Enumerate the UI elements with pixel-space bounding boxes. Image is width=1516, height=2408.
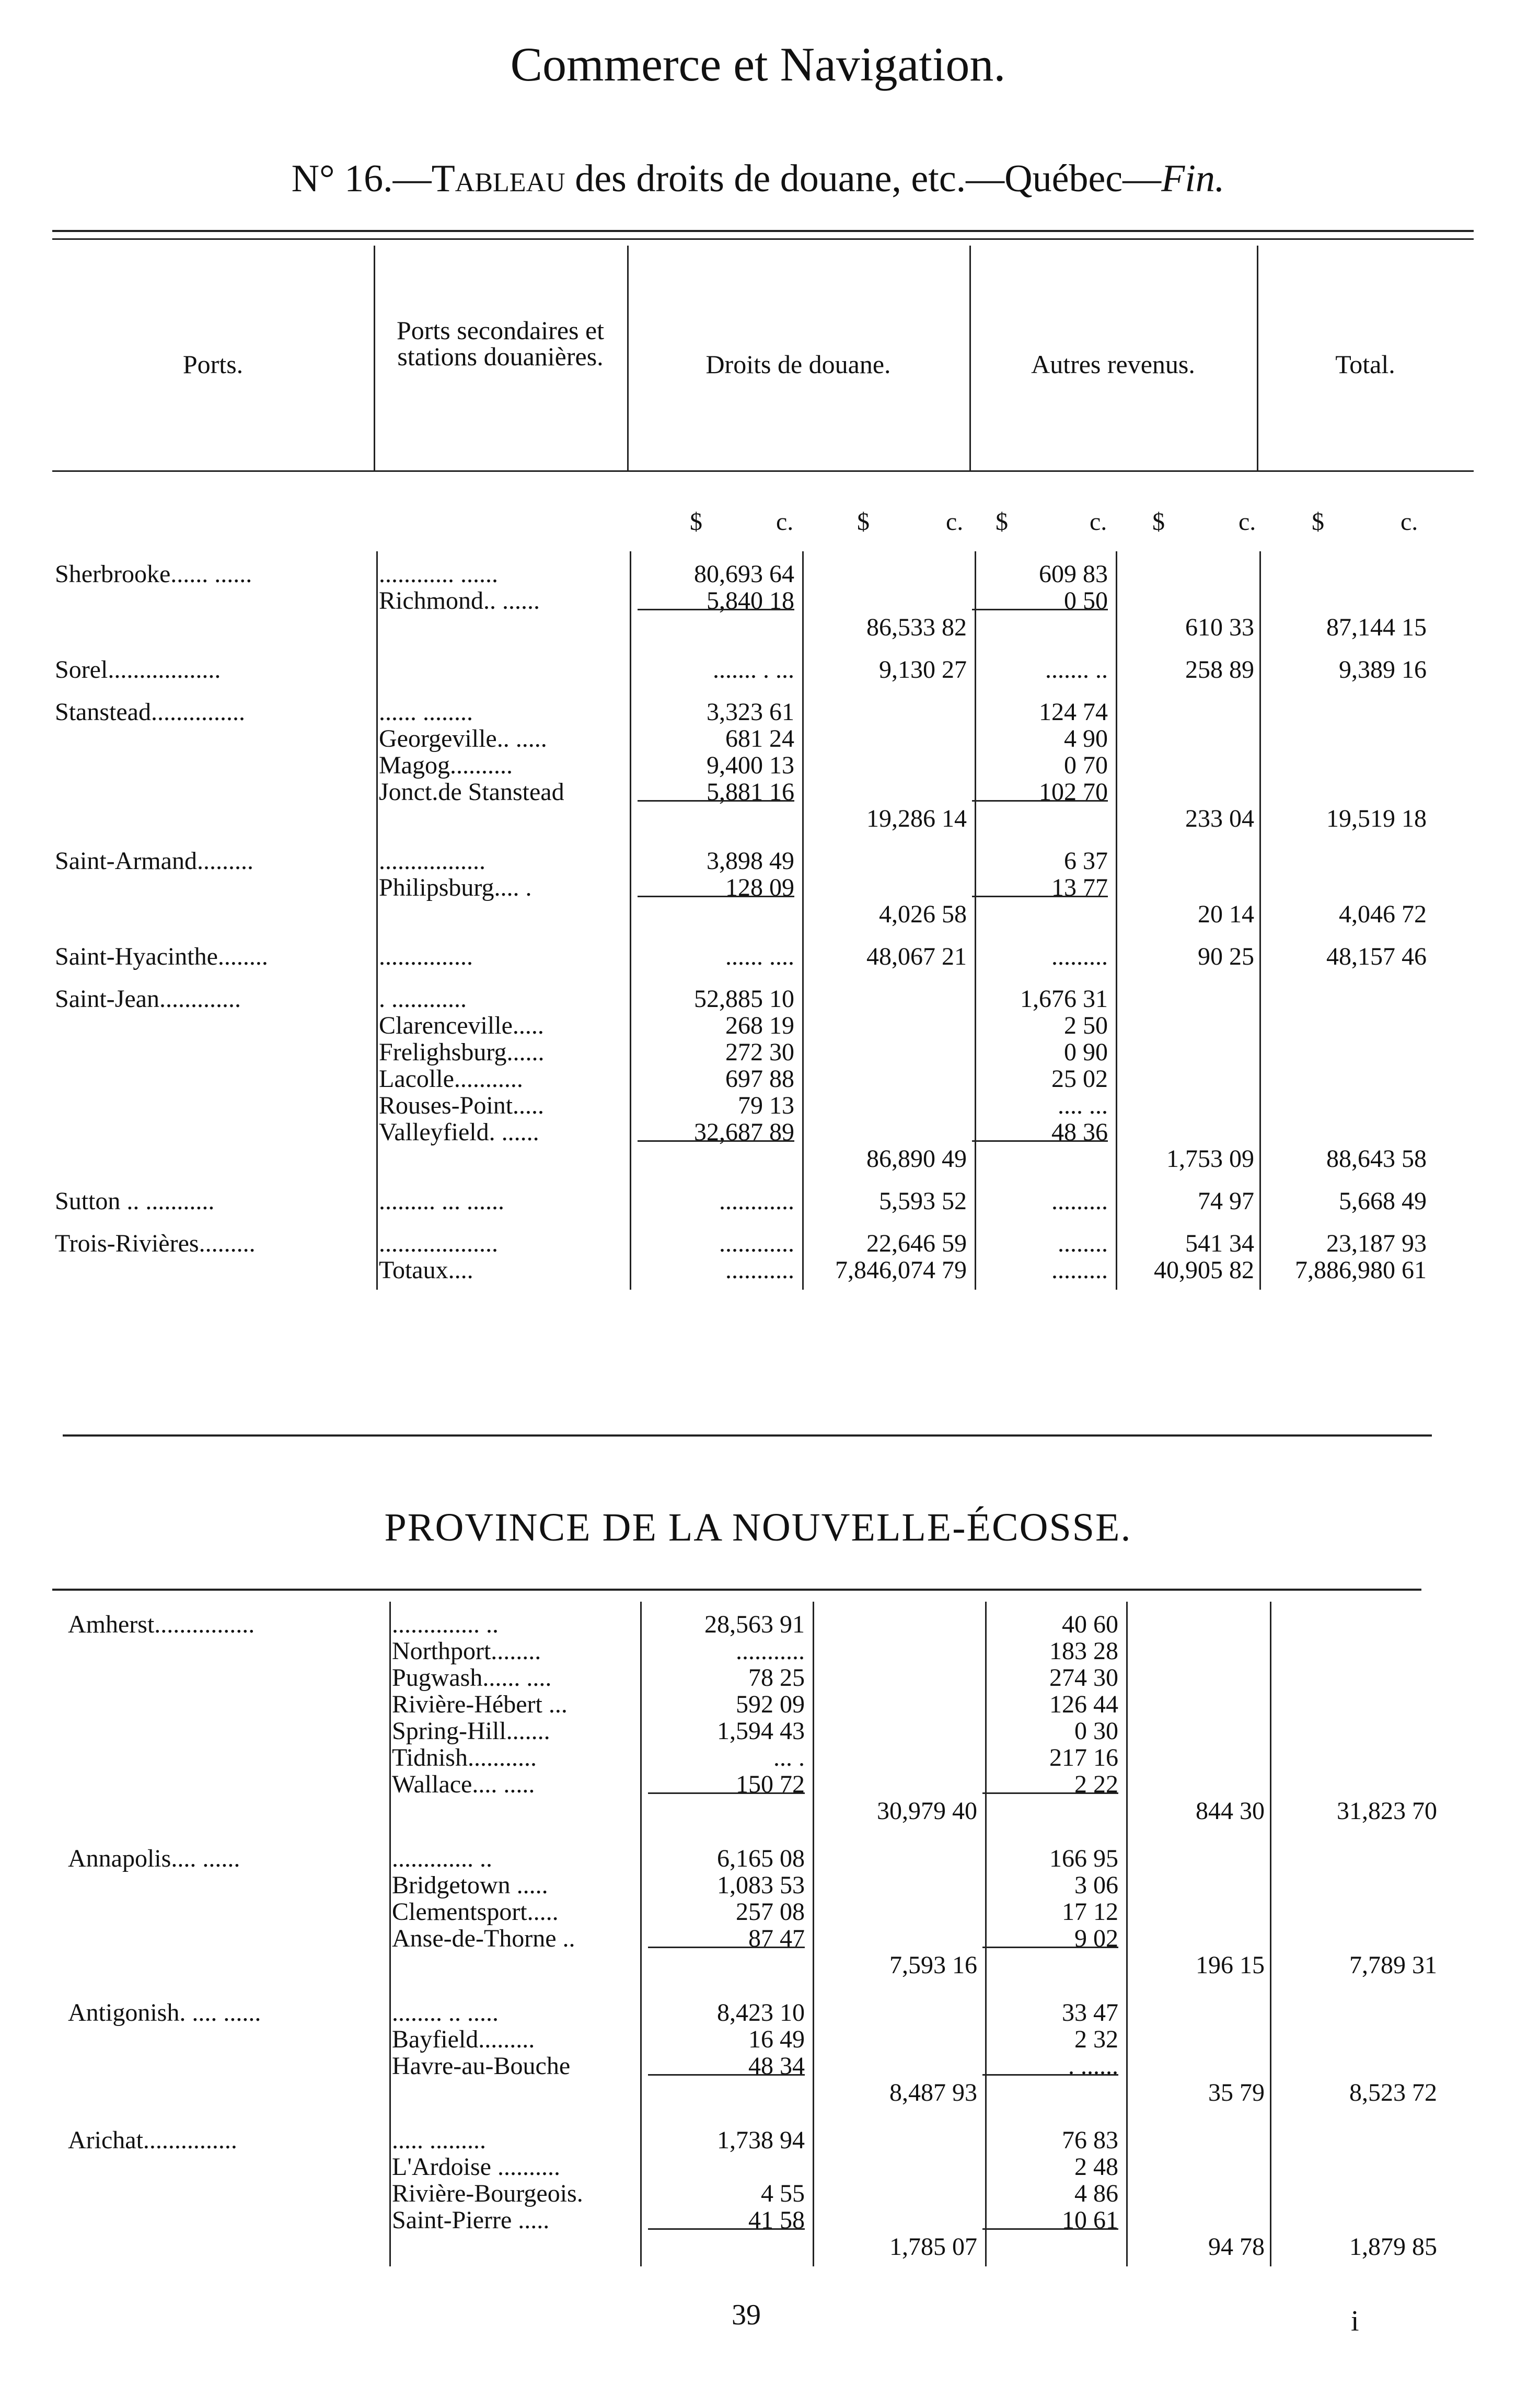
secondary-station: ................... [379, 1230, 498, 1257]
cents-label: c. [1090, 508, 1107, 536]
droits-partial: 9,400 13 [707, 751, 794, 779]
secondary-station: Bridgetown ..... [392, 1871, 548, 1899]
droits-partial: 1,594 43 [717, 1717, 805, 1745]
secondary-station: Philipsburg.... . [379, 874, 532, 901]
col-head-droits: Droits de douane. [705, 350, 891, 379]
droits-subtotal: 86,533 82 [866, 613, 967, 641]
droits-subtotal: 4,026 58 [879, 900, 967, 928]
secondary-station: Rivière-Hébert ... [392, 1691, 568, 1718]
droits-partial: 3,898 49 [707, 847, 794, 875]
droits-partial: ........... [736, 1637, 805, 1665]
droits-partial: 257 08 [736, 1898, 805, 1926]
droits-partial: ........... [725, 1256, 794, 1284]
secondary-station: Rivière-Bourgeois. [392, 2180, 583, 2207]
droits-partial: 28,563 91 [704, 1611, 805, 1638]
total-value: 48,157 46 [1326, 943, 1427, 970]
top-rule [52, 230, 1474, 232]
subtitle-italic: Fin. [1161, 157, 1225, 200]
dollar-sign: $ [1152, 508, 1165, 536]
droits-partial: 1,083 53 [717, 1871, 805, 1899]
total-value: 7,886,980 61 [1295, 1256, 1427, 1284]
page-number: 39 [732, 2299, 761, 2331]
subtitle-smallcaps: Tableau [431, 157, 565, 200]
secondary-station: ............. .. [392, 1845, 492, 1872]
subtotal-rule [982, 2228, 1118, 2230]
total-value: 19,519 18 [1326, 805, 1427, 832]
subtotal-rule [638, 800, 794, 802]
droits-partial: 592 09 [736, 1691, 805, 1718]
droits-partial: 5,840 18 [707, 587, 794, 615]
autres-subtotal: 20 14 [1198, 900, 1254, 928]
secondary-station: ...... ........ [379, 698, 473, 726]
droits-partial: 272 30 [725, 1038, 794, 1066]
port-name: Stanstead............... [55, 698, 245, 726]
column-divider [630, 551, 631, 1290]
autres-partial: 48 36 [1051, 1118, 1108, 1146]
autres-partial: ......... [1051, 943, 1108, 970]
column-divider [985, 1602, 987, 2266]
cents-label: c. [946, 508, 964, 536]
autres-partial: .... ... [1058, 1092, 1108, 1119]
port-name: Saint-Jean............. [55, 985, 241, 1013]
subtitle-prefix: N° 16.— [291, 157, 432, 200]
droits-partial: 87 47 [748, 1925, 805, 1952]
total-value: 8,523 72 [1349, 2079, 1437, 2106]
droits-partial: 16 49 [748, 2025, 805, 2053]
port-name: Saint-Armand......... [55, 847, 253, 875]
droits-partial: 79 13 [738, 1092, 794, 1119]
autres-partial: 183 28 [1049, 1637, 1118, 1665]
droits-partial: 78 25 [748, 1664, 805, 1692]
port-name: Amherst................ [68, 1611, 255, 1638]
autres-partial: ......... [1051, 1187, 1108, 1215]
secondary-station: ..... ......... [392, 2126, 486, 2154]
droits-subtotal: 86,890 49 [866, 1145, 967, 1173]
autres-subtotal: 94 78 [1208, 2233, 1265, 2261]
autres-partial: ....... .. [1045, 656, 1108, 684]
secondary-station: Jonct.de Stanstead [379, 778, 564, 806]
droits-subtotal: 7,593 16 [889, 1951, 977, 1979]
subtotal-rule [972, 896, 1108, 897]
secondary-station: . ............ [379, 985, 467, 1013]
dollar-sign: $ [1312, 508, 1324, 536]
droits-partial: 150 72 [736, 1770, 805, 1798]
cents-label: c. [776, 508, 794, 536]
secondary-station: ........ .. ..... [392, 1999, 499, 2027]
autres-partial: 0 30 [1074, 1717, 1118, 1745]
subtotal-rule [648, 2228, 805, 2230]
column-divider [1259, 551, 1261, 1290]
subtotal-rule [972, 609, 1108, 610]
subtitle-mid: des droits de douane, etc.—Québec— [565, 157, 1162, 200]
droits-subtotal: 1,785 07 [889, 2233, 977, 2261]
secondary-station: Frelighsburg...... [379, 1038, 545, 1066]
total-value: 5,668 49 [1339, 1187, 1427, 1215]
secondary-station: Spring-Hill....... [392, 1717, 550, 1745]
subtotal-rule [972, 1140, 1108, 1142]
droits-partial: 681 24 [725, 725, 794, 752]
secondary-station: ................. [379, 847, 485, 875]
subtotal-rule [648, 1947, 805, 1948]
autres-partial: 166 95 [1049, 1845, 1118, 1872]
port-name: Trois-Rivières......... [55, 1230, 256, 1257]
droits-subtotal: 22,646 59 [866, 1230, 967, 1257]
autres-partial: 6 37 [1064, 847, 1108, 875]
droits-partial: 52,885 10 [694, 985, 794, 1013]
secondary-station: Clementsport..... [392, 1898, 559, 1926]
port-name: Annapolis.... ...... [68, 1845, 240, 1872]
autres-partial: 0 50 [1064, 587, 1108, 615]
col-head-secondaires: Ports secondaires et stations douanières. [396, 316, 605, 371]
droits-subtotal: 30,979 40 [877, 1797, 977, 1825]
subtotal-rule [638, 896, 794, 897]
total-value: 7,789 31 [1349, 1951, 1437, 1979]
droits-partial: 41 58 [748, 2206, 805, 2234]
quebec-bottom-rule [63, 1434, 1432, 1437]
secondary-station: Clarenceville..... [379, 1012, 544, 1039]
total-value: 87,144 15 [1326, 613, 1427, 641]
autres-partial: ........ [1058, 1230, 1108, 1257]
autres-partial: 2 50 [1064, 1012, 1108, 1039]
autres-partial: . ...... [1068, 2052, 1118, 2080]
autres-partial: 0 70 [1064, 751, 1108, 779]
column-divider [376, 551, 378, 1290]
autres-partial: 25 02 [1051, 1065, 1108, 1093]
droits-partial: 697 88 [725, 1065, 794, 1093]
dollar-sign: $ [996, 508, 1008, 536]
secondary-station: Northport........ [392, 1637, 541, 1665]
subtotal-rule [648, 1792, 805, 1794]
autres-subtotal: 233 04 [1185, 805, 1254, 832]
subtotal-rule [972, 800, 1108, 802]
secondary-station: Lacolle........... [379, 1065, 523, 1093]
droits-partial: 128 09 [725, 874, 794, 901]
droits-partial: 5,881 16 [707, 778, 794, 806]
secondary-station: Rouses-Point..... [379, 1092, 545, 1119]
column-divider [802, 551, 804, 1290]
subtotal-rule [638, 1140, 794, 1142]
secondary-station: Anse-de-Thorne .. [392, 1925, 575, 1952]
autres-partial: 33 47 [1062, 1999, 1118, 2027]
secondary-station: Valleyfield. ...... [379, 1118, 539, 1146]
top-rule-2 [52, 238, 1474, 240]
secondary-station: Magog.......... [379, 751, 513, 779]
total-value: 4,046 72 [1339, 900, 1427, 928]
autres-subtotal: 40,905 82 [1154, 1256, 1254, 1284]
autres-subtotal: 74 97 [1198, 1187, 1254, 1215]
secondary-station: Saint-Pierre ..... [392, 2206, 550, 2234]
port-name: Saint-Hyacinthe........ [55, 943, 268, 970]
autres-subtotal: 1,753 09 [1166, 1145, 1254, 1173]
autres-partial: 2 48 [1074, 2153, 1118, 2181]
footer-mark: i [1351, 2305, 1359, 2337]
col-head-total: Total. [1335, 350, 1395, 379]
port-name: Antigonish. .... ...... [68, 1999, 261, 2027]
autres-partial: 2 22 [1074, 1770, 1118, 1798]
droits-subtotal: 7,846,074 79 [835, 1256, 967, 1284]
total-value: 31,823 70 [1337, 1797, 1437, 1825]
droits-subtotal: 19,286 14 [866, 805, 967, 832]
province-heading: PROVINCE DE LA NOUVELLE-ÉCOSSE. [384, 1506, 1132, 1549]
column-divider [389, 1602, 391, 2266]
port-name: Arichat............... [68, 2126, 237, 2154]
droits-partial: 8,423 10 [717, 1999, 805, 2027]
secondary-station: ............ ...... [379, 560, 498, 588]
column-divider [813, 1602, 814, 2266]
secondary-station: Georgeville.. ..... [379, 725, 547, 752]
droits-subtotal: 8,487 93 [889, 2079, 977, 2106]
total-value: 9,389 16 [1339, 656, 1427, 684]
dollar-sign: $ [690, 508, 702, 536]
col-head-ports: Ports. [182, 350, 244, 379]
secondary-station: Pugwash...... .... [392, 1664, 552, 1692]
cents-label: c. [1401, 508, 1418, 536]
autres-subtotal: 90 25 [1198, 943, 1254, 970]
page-title: Commerce et Navigation. [510, 38, 1006, 91]
subtotal-rule [638, 609, 794, 610]
autres-partial: 9 02 [1074, 1925, 1118, 1952]
autres-subtotal: 610 33 [1185, 613, 1254, 641]
autres-partial: 13 77 [1051, 874, 1108, 901]
secondary-station: Richmond.. ...... [379, 587, 540, 615]
secondary-station: Totaux.... [379, 1256, 473, 1284]
autres-partial: 102 70 [1039, 778, 1108, 806]
secondary-station: Tidnish........... [392, 1744, 537, 1772]
total-value: 23,187 93 [1326, 1230, 1427, 1257]
autres-partial: 217 16 [1049, 1744, 1118, 1772]
table-subtitle [0, 157, 1516, 201]
droits-partial: 268 19 [725, 1012, 794, 1039]
autres-partial: 4 86 [1074, 2180, 1118, 2207]
autres-partial: 1,676 31 [1020, 985, 1108, 1013]
province-rule [52, 1589, 1421, 1591]
secondary-station: ......... ... ...... [379, 1187, 504, 1215]
autres-subtotal: 541 34 [1185, 1230, 1254, 1257]
secondary-station: Wallace.... ..... [392, 1770, 535, 1798]
autres-partial: 609 83 [1039, 560, 1108, 588]
autres-subtotal: 844 30 [1196, 1797, 1265, 1825]
dollar-sign: $ [857, 508, 870, 536]
droits-subtotal: 48,067 21 [866, 943, 967, 970]
col-head-autres: Autres revenus. [1031, 350, 1195, 379]
autres-partial: 4 90 [1064, 725, 1108, 752]
autres-partial: 274 30 [1049, 1664, 1118, 1692]
port-name: Sorel.................. [55, 656, 221, 684]
column-divider [1116, 551, 1117, 1290]
autres-partial: ......... [1051, 1256, 1108, 1284]
subtotal-rule [982, 2074, 1118, 2076]
autres-subtotal: 196 15 [1196, 1951, 1265, 1979]
droits-partial: 32,687 89 [694, 1118, 794, 1146]
column-divider [975, 551, 976, 1290]
column-divider [1270, 1602, 1271, 2266]
droits-subtotal: 5,593 52 [879, 1187, 967, 1215]
droits-partial: 80,693 64 [694, 560, 794, 588]
droits-partial: ....... . ... [713, 656, 794, 684]
droits-partial: 4 55 [761, 2180, 805, 2207]
autres-partial: 17 12 [1062, 1898, 1118, 1926]
secondary-station: Havre-au-Bouche [392, 2052, 571, 2080]
autres-partial: 3 06 [1074, 1871, 1118, 1899]
autres-partial: 0 90 [1064, 1038, 1108, 1066]
autres-partial: 126 44 [1049, 1691, 1118, 1718]
autres-partial: 40 60 [1062, 1611, 1118, 1638]
droits-partial: 48 34 [748, 2052, 805, 2080]
autres-partial: 76 83 [1062, 2126, 1118, 2154]
droits-partial: ... . [773, 1744, 805, 1772]
secondary-station: ............... [379, 943, 473, 970]
secondary-station: .............. .. [392, 1611, 499, 1638]
subtotal-rule [982, 1792, 1118, 1794]
port-name: Sherbrooke...... ...... [55, 560, 252, 588]
droits-partial: 1,738 94 [717, 2126, 805, 2154]
autres-subtotal: 35 79 [1208, 2079, 1265, 2106]
droits-partial: ...... .... [725, 943, 794, 970]
secondary-station: L'Ardoise .......... [392, 2153, 560, 2181]
total-value: 88,643 58 [1326, 1145, 1427, 1173]
column-divider [1126, 1602, 1128, 2266]
secondary-station: Bayfield......... [392, 2025, 535, 2053]
droits-partial: 6,165 08 [717, 1845, 805, 1872]
droits-partial: 3,323 61 [707, 698, 794, 726]
subtotal-rule [648, 2074, 805, 2076]
header-rule [52, 470, 1474, 472]
autres-partial: 2 32 [1074, 2025, 1118, 2053]
droits-partial: ............ [719, 1230, 794, 1257]
total-value: 1,879 85 [1349, 2233, 1437, 2261]
subtotal-rule [982, 1947, 1118, 1948]
column-divider [640, 1602, 642, 2266]
droits-partial: ............ [719, 1187, 794, 1215]
autres-subtotal: 258 89 [1185, 656, 1254, 684]
port-name: Sutton .. ........... [55, 1187, 215, 1215]
autres-partial: 124 74 [1039, 698, 1108, 726]
cents-label: c. [1239, 508, 1256, 536]
autres-partial: 10 61 [1062, 2206, 1118, 2234]
droits-subtotal: 9,130 27 [879, 656, 967, 684]
